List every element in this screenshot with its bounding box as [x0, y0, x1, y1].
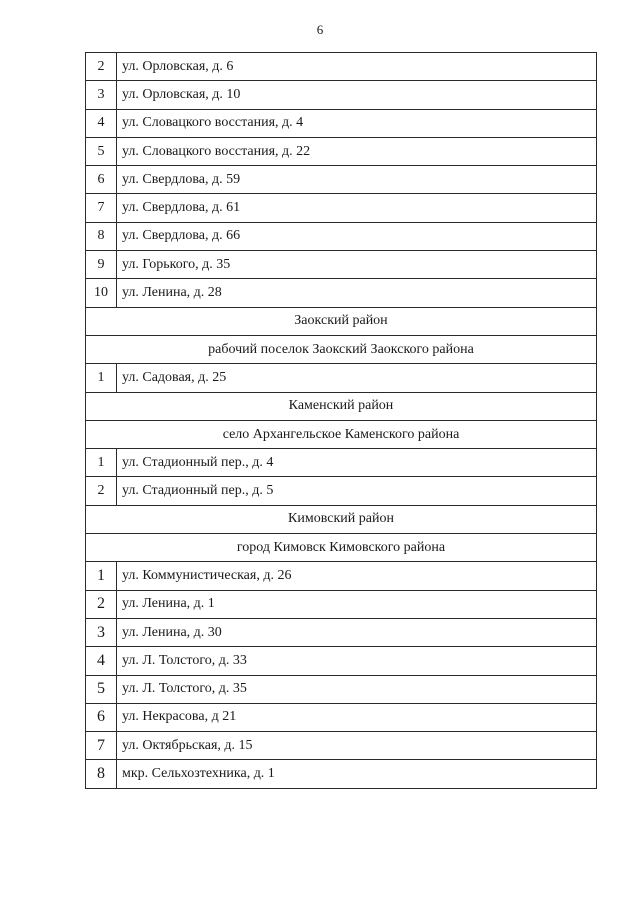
address-cell: ул. Словацкого восстания, д. 22	[117, 137, 597, 165]
section-title: село Архангельское Каменского района	[86, 420, 597, 448]
row-number: 6	[86, 703, 117, 731]
address-cell: ул. Свердлова, д. 66	[117, 222, 597, 250]
address-cell: ул. Орловская, д. 6	[117, 53, 597, 81]
address-cell: ул. Свердлова, д. 61	[117, 194, 597, 222]
table-row	[86, 760, 597, 788]
table-row	[86, 618, 597, 646]
section-title: Каменский район	[86, 392, 597, 420]
table-row	[86, 81, 597, 109]
address-cell: ул. Свердлова, д. 59	[117, 166, 597, 194]
row-number: 4	[86, 647, 117, 675]
row-number: 5	[86, 137, 117, 165]
row-number: 9	[86, 251, 117, 279]
section-title: рабочий поселок Заокский Заокского района	[86, 335, 597, 363]
section-header-row	[86, 534, 597, 562]
address-cell: ул. Орловская, д. 10	[117, 81, 597, 109]
table-row	[86, 364, 597, 392]
address-cell: ул. Стадионный пер., д. 4	[117, 449, 597, 477]
row-number: 1	[86, 364, 117, 392]
row-number: 7	[86, 194, 117, 222]
table-row	[86, 194, 597, 222]
table-row	[86, 279, 597, 307]
table-row	[86, 222, 597, 250]
section-title: Заокский район	[86, 307, 597, 335]
row-number: 6	[86, 166, 117, 194]
address-cell: ул. Некрасова, д 21	[117, 703, 597, 731]
row-number: 2	[86, 477, 117, 505]
section-header-row	[86, 505, 597, 533]
row-number: 8	[86, 760, 117, 788]
address-cell: ул. Горького, д. 35	[117, 251, 597, 279]
section-header-row	[86, 420, 597, 448]
table-row	[86, 166, 597, 194]
address-cell: мкр. Сельхозтехника, д. 1	[117, 760, 597, 788]
address-cell: ул. Октябрьская, д. 15	[117, 732, 597, 760]
table-row	[86, 647, 597, 675]
row-number: 10	[86, 279, 117, 307]
table-row	[86, 477, 597, 505]
table-row	[86, 562, 597, 590]
address-cell: ул. Садовая, д. 25	[117, 364, 597, 392]
table-row	[86, 109, 597, 137]
page-number: 6	[316, 22, 324, 37]
row-number: 3	[86, 81, 117, 109]
address-cell: ул. Л. Толстого, д. 35	[117, 675, 597, 703]
address-cell: ул. Л. Толстого, д. 33	[117, 647, 597, 675]
section-header-row	[86, 307, 597, 335]
row-number: 3	[86, 618, 117, 646]
address-cell: ул. Коммунистическая, д. 26	[117, 562, 597, 590]
table-row	[86, 732, 597, 760]
row-number: 2	[86, 590, 117, 618]
table-row	[86, 703, 597, 731]
table-row	[86, 251, 597, 279]
row-number: 8	[86, 222, 117, 250]
address-cell: ул. Словацкого восстания, д. 4	[117, 109, 597, 137]
table-row	[86, 137, 597, 165]
row-number: 5	[86, 675, 117, 703]
table-row	[86, 53, 597, 81]
address-cell: ул. Ленина, д. 28	[117, 279, 597, 307]
table-body	[86, 53, 597, 789]
section-header-row	[86, 335, 597, 363]
row-number: 4	[86, 109, 117, 137]
row-number: 7	[86, 732, 117, 760]
table-row	[86, 449, 597, 477]
table-row	[86, 590, 597, 618]
row-number: 2	[86, 53, 117, 81]
row-number: 1	[86, 562, 117, 590]
address-table	[85, 52, 597, 789]
section-header-row	[86, 392, 597, 420]
section-title: город Кимовск Кимовского района	[86, 534, 597, 562]
address-cell: ул. Ленина, д. 1	[117, 590, 597, 618]
row-number: 1	[86, 449, 117, 477]
table-row	[86, 675, 597, 703]
section-title: Кимовский район	[86, 505, 597, 533]
address-cell: ул. Стадионный пер., д. 5	[117, 477, 597, 505]
address-cell: ул. Ленина, д. 30	[117, 618, 597, 646]
